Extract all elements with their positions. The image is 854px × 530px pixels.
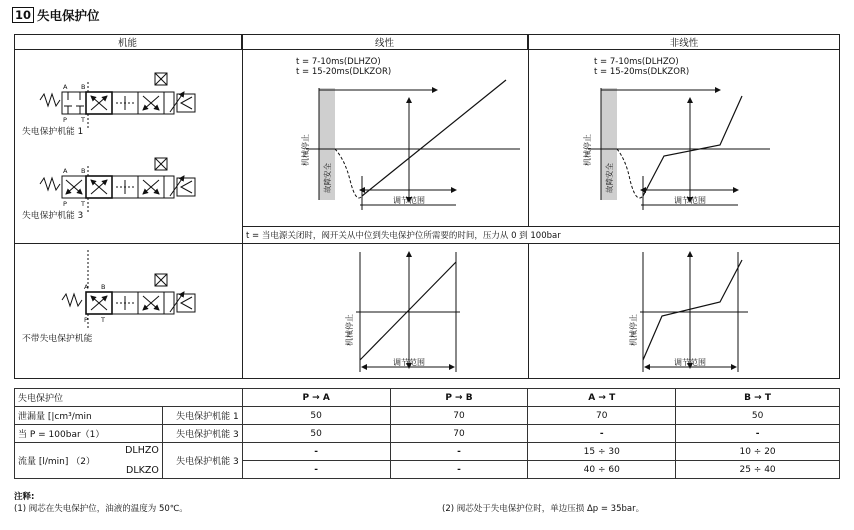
flow-label: 流量 [l/min] （2）: [18, 457, 95, 467]
table-cell: -: [390, 443, 528, 461]
graph-nonlinear: [640, 252, 748, 372]
table-cell: -: [390, 461, 528, 479]
table-cell: -: [242, 461, 390, 479]
graph-texts: [300, 134, 706, 367]
section-heading: 失电保护位: [37, 8, 100, 23]
range-label-3: 调节范围: [393, 358, 425, 367]
col-a-t: A → T: [528, 389, 676, 407]
table-cell: 40 ÷ 60: [528, 461, 676, 479]
flow-label-cell: [15, 443, 163, 479]
table-cell: 10 ÷ 20: [676, 443, 840, 461]
port-b-2: B: [81, 167, 86, 175]
function-label-1: 失电保护机能 1: [22, 127, 84, 137]
stop-label-4: 机械停止: [629, 314, 638, 346]
port-t-2: T: [81, 200, 85, 208]
port-p-2: P: [63, 200, 67, 208]
stop-label-1: 机械停止: [301, 134, 310, 166]
note-1: (1) 阀芯在失电保护位，油液的温度为 50℃。: [14, 504, 188, 514]
port-b-3: B: [101, 283, 106, 291]
flow-model-2: DLKZO: [126, 465, 159, 476]
failsafe-label-1: 故障安全: [323, 163, 332, 193]
notes: [14, 490, 840, 514]
header-function: 机能: [14, 34, 242, 49]
table-cell: 25 ÷ 40: [676, 461, 840, 479]
leakage-condition: 当 P = 100bar（1）: [15, 425, 163, 443]
table-header-row: [15, 389, 840, 407]
t-definition-note: t = 当电源关闭时，阀开关从中位到失电保护位所需要的时间，压力从 0 到 100bar: [246, 231, 561, 241]
graph-nonlinear-failsafe: [588, 88, 770, 210]
col-p-b: P → B: [390, 389, 528, 407]
function-label-none: 不带失电保护机能: [22, 334, 93, 344]
section-number: 10: [12, 7, 34, 23]
col-p-a: P → A: [242, 389, 390, 407]
table-row: [15, 425, 840, 443]
timing-linear-line2: t = 15-20ms(DLKZOR): [296, 67, 392, 77]
port-t-3: T: [101, 316, 105, 324]
timing-nonlinear: [594, 57, 689, 77]
table-cell: 50: [676, 407, 840, 425]
leakage-fn-1: 失电保护机能 1: [162, 407, 242, 425]
table-header-label: 失电保护位: [15, 389, 243, 407]
graph-linear-failsafe: [306, 80, 520, 210]
leakage-fn-3: 失电保护机能 3: [162, 425, 242, 443]
table-cell: -: [242, 443, 390, 461]
timing-linear: [296, 57, 391, 77]
flow-fn: 失电保护机能 3: [162, 443, 242, 479]
leakage-flow-table: [14, 388, 840, 479]
range-label-1: 调节范围: [393, 196, 425, 205]
failsafe-label-2: 故障安全: [605, 163, 614, 193]
table-cell: 70: [390, 407, 528, 425]
notes-title: 注释:: [14, 492, 35, 502]
table-row: [15, 407, 840, 425]
port-a-2: A: [63, 167, 68, 175]
graph-linear: [356, 252, 460, 372]
table-cell: -: [676, 425, 840, 443]
table-cell: 50: [242, 407, 390, 425]
timing-nonlinear-line1: t = 7-10ms(DLHZO): [594, 57, 679, 67]
port-p-3: P: [84, 316, 88, 324]
leakage-label: 泄漏量 [|cm³/min: [15, 407, 163, 425]
header-nonlinear: 非线性: [669, 37, 699, 49]
table-cell: 70: [390, 425, 528, 443]
port-a-1: A: [63, 83, 68, 91]
note-2: (2) 阀芯处于失电保护位时，单边压损 Δp = 35bar。: [442, 504, 645, 514]
timing-linear-line1: t = 7-10ms(DLHZO): [296, 57, 381, 67]
stop-label-2: 机械停止: [583, 134, 592, 166]
table-row: [15, 443, 840, 461]
port-t-1: T: [81, 116, 85, 124]
timing-nonlinear-line2: t = 15-20ms(DLKZOR): [594, 67, 690, 77]
function-label-3: 失电保护机能 3: [22, 211, 84, 221]
table-cell: -: [528, 425, 676, 443]
header-linear: 线性: [242, 34, 528, 49]
port-labels: [63, 83, 105, 324]
valve-symbol-none: [62, 250, 195, 330]
table-cell: 50: [242, 425, 390, 443]
col-b-t: B → T: [676, 389, 840, 407]
range-label-4: 调节范围: [674, 358, 706, 367]
stop-label-3: 机械停止: [345, 314, 354, 346]
port-a-3: A: [84, 283, 89, 291]
table-cell: 70: [528, 407, 676, 425]
table-cell: 15 ÷ 30: [528, 443, 676, 461]
range-label-2: 调节范围: [674, 196, 706, 205]
port-b-1: B: [81, 83, 86, 91]
port-p-1: P: [63, 116, 67, 124]
flow-model-1: DLHZO: [125, 445, 159, 456]
grid-lines: [14, 34, 840, 379]
